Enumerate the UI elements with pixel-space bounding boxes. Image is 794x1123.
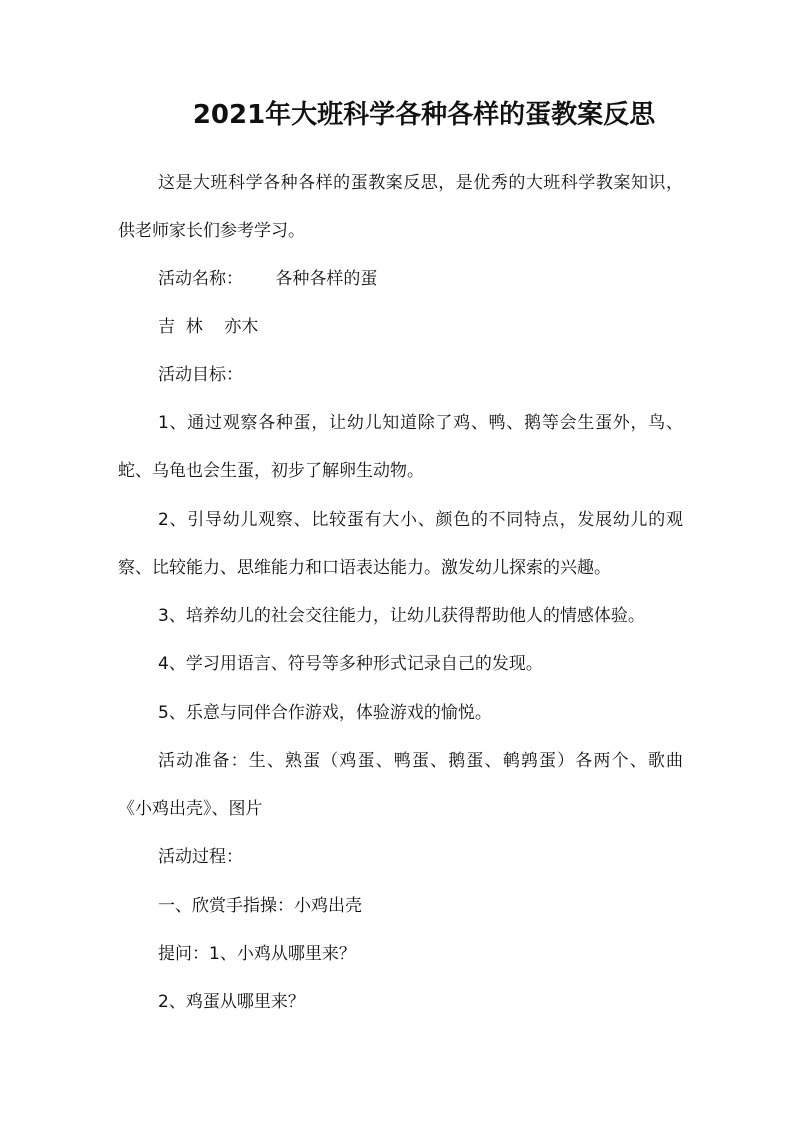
author-line: 吉 林 亦木 — [158, 317, 259, 337]
process-heading: 活动过程： — [158, 847, 243, 867]
goal-item-1: 1、通过观察各种蛋，让幼儿知道除了鸡、鸭、鹅等会生蛋外，鸟、蛇、乌龟也会生蛋，初步了解卵生动物。 — [118, 413, 683, 481]
question-1: 提问：1、小鸡从哪里来？ — [158, 944, 356, 964]
goal-item-2: 2、引导幼儿观察、比较蛋有大小、颜色的不同特点，发展幼儿的观察、比较能力、思维能力和口语表达能力。激发幼儿探索的兴趣。 — [118, 510, 683, 578]
process-step-1: 一、欣赏手指操：小鸡出壳 — [158, 896, 362, 916]
goals-heading: 活动目标： — [158, 365, 243, 385]
goal-item-3: 3、培养幼儿的社会交往能力，让幼儿获得帮助他人的情感体验。 — [158, 606, 645, 626]
question-2: 2、鸡蛋从哪里来？ — [158, 992, 305, 1012]
goal-item-5: 5、乐意与同伴合作游戏，体验游戏的愉悦。 — [158, 703, 492, 723]
preparation-paragraph: 活动准备：生、熟蛋（鸡蛋、鸭蛋、鹅蛋、鹌鹑蛋）各两个、歌曲《小鸡出壳》、图片 — [118, 751, 683, 819]
activity-name-line: 活动名称： 各种各样的蛋 — [158, 269, 378, 289]
intro-paragraph: 这是大班科学各种各样的蛋教案反思，是优秀的大班科学教案知识，供老师家长们参考学习。 — [118, 173, 683, 241]
goal-item-4: 4、学习用语言、符号等多种形式记录自己的发现。 — [158, 654, 543, 674]
document-title: 2021年大班科学各种各样的蛋教案反思 — [192, 100, 656, 130]
